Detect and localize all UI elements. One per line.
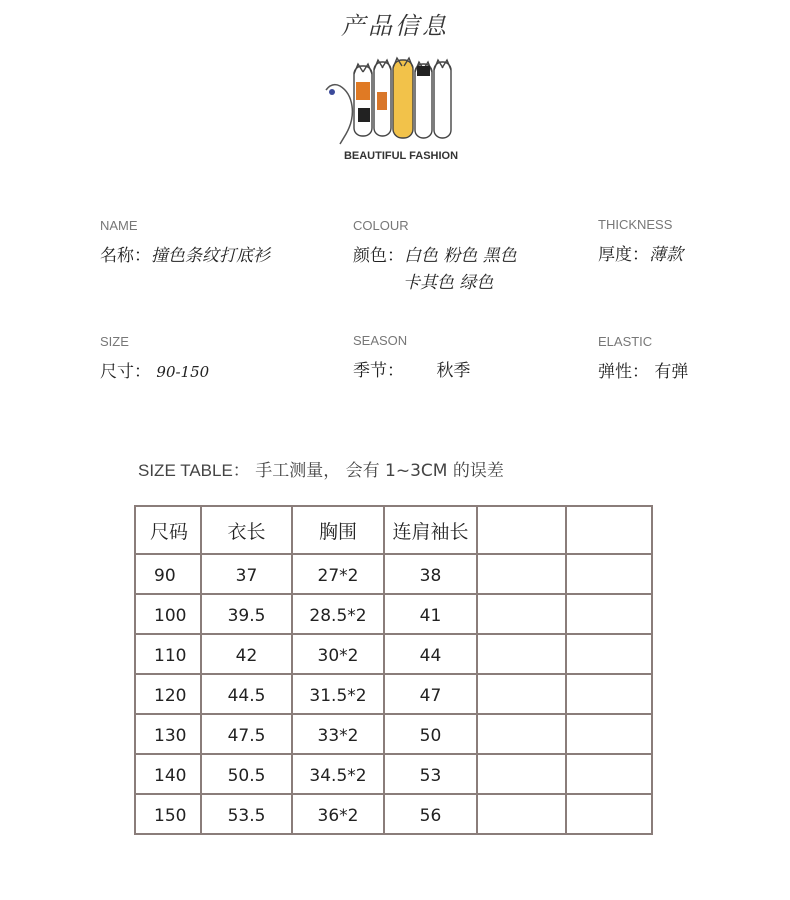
table-header-cell: 衣长 bbox=[201, 506, 292, 554]
table-row bbox=[135, 674, 652, 714]
field-name-value: 撞色条纹打底衫 bbox=[151, 246, 270, 266]
brand-text: BEAUTIFUL FASHION bbox=[343, 150, 459, 162]
table-cell bbox=[566, 714, 652, 754]
table-cell: 47.5 bbox=[201, 714, 292, 754]
field-colour-label: 颜色： bbox=[353, 246, 404, 266]
table-cell: 44.5 bbox=[201, 674, 292, 714]
size-table bbox=[134, 505, 653, 835]
table-cell bbox=[566, 634, 652, 674]
table-cell: 39.5 bbox=[201, 594, 292, 634]
size-table-title bbox=[138, 456, 504, 481]
table-cell: 110 bbox=[135, 634, 201, 674]
table-header-cell: 尺码 bbox=[135, 506, 201, 554]
table-cell bbox=[566, 794, 652, 834]
table-header-cell: 胸围 bbox=[292, 506, 384, 554]
table-row bbox=[135, 794, 652, 834]
field-name-label: 名称： bbox=[100, 246, 151, 266]
table-cell bbox=[566, 554, 652, 594]
table-cell: 120 bbox=[135, 674, 201, 714]
table-cell bbox=[477, 754, 566, 794]
field-elastic bbox=[598, 334, 688, 382]
field-size-label: 尺寸： bbox=[100, 362, 151, 382]
size-table-title-en: SIZE TABLE： bbox=[138, 461, 250, 480]
table-header-row bbox=[135, 506, 652, 554]
table-cell: 34.5*2 bbox=[292, 754, 384, 794]
table-cell: 53.5 bbox=[201, 794, 292, 834]
table-cell bbox=[477, 714, 566, 754]
table-cell bbox=[477, 674, 566, 714]
table-cell: 130 bbox=[135, 714, 201, 754]
table-row bbox=[135, 594, 652, 634]
field-colour bbox=[353, 218, 517, 293]
table-cell bbox=[477, 634, 566, 674]
field-season-en: SEASON bbox=[353, 333, 408, 348]
table-cell bbox=[566, 754, 652, 794]
table-cell: 38 bbox=[384, 554, 477, 594]
field-thickness-en: THICKNESS bbox=[598, 217, 673, 232]
table-row bbox=[135, 714, 652, 754]
table-cell: 42 bbox=[201, 634, 292, 674]
table-cell: 36*2 bbox=[292, 794, 384, 834]
table-cell: 31.5*2 bbox=[292, 674, 384, 714]
table-cell: 28.5*2 bbox=[292, 594, 384, 634]
field-name-en: NAME bbox=[100, 218, 138, 233]
table-cell: 50 bbox=[384, 714, 477, 754]
field-season bbox=[353, 333, 470, 381]
table-cell: 27*2 bbox=[292, 554, 384, 594]
field-thickness-label: 厚度： bbox=[598, 245, 649, 265]
page-title: 产品信息 bbox=[341, 12, 449, 40]
table-row bbox=[135, 634, 652, 674]
table-cell bbox=[566, 594, 652, 634]
table-header-cell bbox=[477, 506, 566, 554]
table-cell bbox=[477, 594, 566, 634]
field-thickness bbox=[598, 217, 683, 265]
table-cell: 150 bbox=[135, 794, 201, 834]
table-cell: 140 bbox=[135, 754, 201, 794]
brand-logo bbox=[318, 52, 468, 172]
table-cell: 33*2 bbox=[292, 714, 384, 754]
table-cell: 100 bbox=[135, 594, 201, 634]
field-colour-value-2: 卡其色 绿色 bbox=[403, 273, 494, 293]
table-header-cell bbox=[566, 506, 652, 554]
table-row bbox=[135, 554, 652, 594]
field-colour-en: COLOUR bbox=[353, 218, 409, 233]
table-cell: 41 bbox=[384, 594, 477, 634]
field-elastic-value: 有弹 bbox=[654, 362, 689, 382]
table-header-cell: 连肩袖长 bbox=[384, 506, 477, 554]
field-size bbox=[100, 334, 209, 382]
table-cell: 30*2 bbox=[292, 634, 384, 674]
table-cell: 37 bbox=[201, 554, 292, 594]
table-cell bbox=[477, 554, 566, 594]
table-cell: 44 bbox=[384, 634, 477, 674]
table-cell: 90 bbox=[135, 554, 201, 594]
cats-icon bbox=[318, 52, 468, 150]
size-table-title-zh: 手工测量， 会有 1~3CM 的误差 bbox=[255, 461, 504, 481]
table-cell bbox=[477, 794, 566, 834]
field-season-label: 季节： bbox=[353, 361, 404, 381]
field-elastic-en: ELASTIC bbox=[598, 334, 653, 349]
table-cell: 56 bbox=[384, 794, 477, 834]
field-size-en: SIZE bbox=[100, 334, 129, 349]
table-cell bbox=[566, 674, 652, 714]
table-row bbox=[135, 754, 652, 794]
table-cell: 53 bbox=[384, 754, 477, 794]
field-thickness-value: 薄款 bbox=[649, 245, 683, 265]
field-colour-value: 白色 粉色 黑色 bbox=[404, 246, 517, 266]
field-elastic-label: 弹性： bbox=[598, 362, 649, 382]
table-cell: 50.5 bbox=[201, 754, 292, 794]
table-cell: 47 bbox=[384, 674, 477, 714]
field-size-value: 90-150 bbox=[156, 363, 210, 381]
field-season-value: 秋季 bbox=[436, 361, 471, 381]
field-name bbox=[100, 218, 270, 266]
